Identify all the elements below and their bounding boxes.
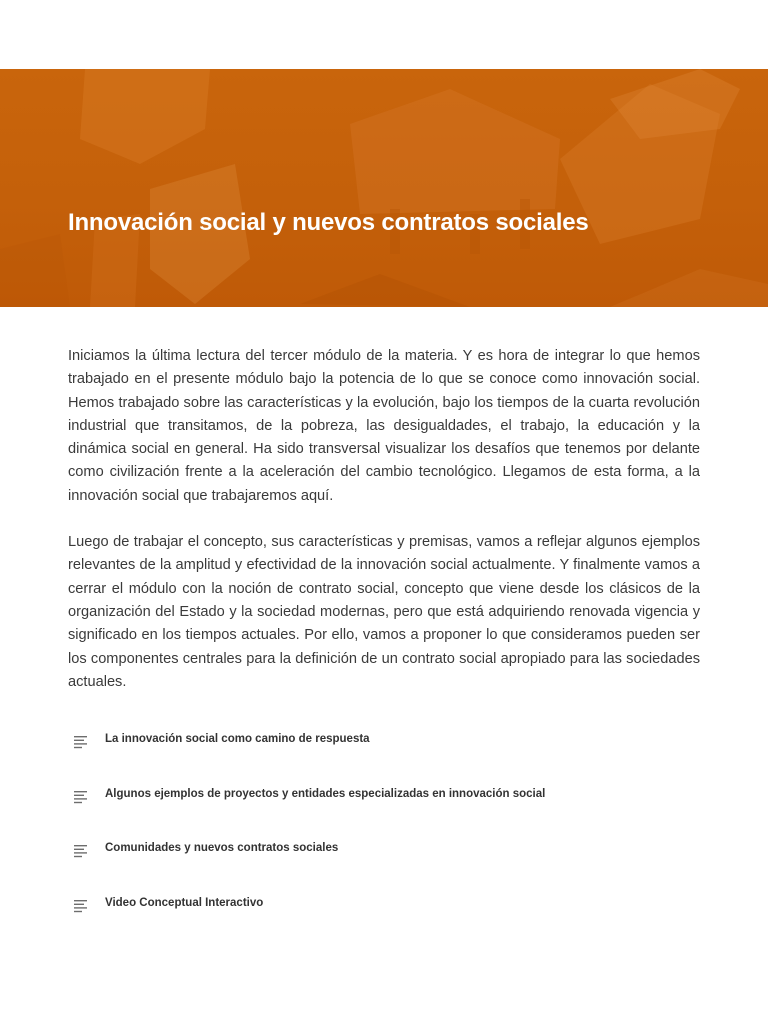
text-lines-icon — [72, 735, 90, 749]
lesson-item-label: Video Conceptual Interactivo — [105, 896, 264, 909]
intro-paragraph: Luego de trabajar el concepto, sus características y premisas, vamos a reflejar algunos ejemplos relevantes de la amplitud y efectividad de la innovación social actualmente. Y finalmente vamos a cerrar el módulo con la noción de contrato social, concepto que viene desde los clásicos de la organización del Estado y la sociedad modernas, pero que está adquiriendo renovada vigencia y significado en los tiempos actuales. Por ello, vamos a proponer lo que consideramos pueden ser los componentes centrales para la definición de un contrato social apropiado para las sociedades actuales. — [68, 534, 700, 690]
lesson-item-video-conceptual[interactable] — [72, 886, 712, 941]
lesson-item-label: Algunos ejemplos de proyectos y entidades especializadas en innovación social — [105, 787, 546, 800]
intro-paragraph: Iniciamos la última lectura del tercer módulo de la materia. Y es hora de integrar lo que hemos trabajado en el presente módulo bajo la potencia de lo que se conoce como innovación social. Hemos trabajado sobre las características y la evolución, bajo los tiempos de la cuarta revolución industrial que transitamos, de la pobreza, las desigualdades, el trabajo, la educación y la dinámica social en general. Ha sido transversal visualizar los desafíos que tenemos por delante como civilización frente a la aceleración del cambio tecnológico. Llegamos de esta forma, a la innovación social que trabajaremos aquí. — [68, 348, 700, 504]
lesson-list — [72, 722, 712, 940]
lesson-item-comunidades[interactable] — [72, 831, 712, 886]
lesson-intro — [68, 345, 700, 694]
text-lines-icon — [72, 844, 90, 858]
lesson-item-label: La innovación social como camino de respuesta — [105, 733, 370, 745]
hero-banner — [0, 69, 768, 307]
hero-background-image — [0, 69, 768, 307]
lesson-item-innovacion-social[interactable] — [72, 722, 712, 777]
page-title: Innovación social y nuevos contratos sociales — [68, 209, 589, 236]
lesson-item-label: Comunidades y nuevos contratos sociales — [105, 842, 339, 855]
lesson-item-ejemplos-proyectos[interactable] — [72, 777, 712, 832]
text-lines-icon — [72, 790, 90, 804]
text-lines-icon — [72, 899, 90, 913]
